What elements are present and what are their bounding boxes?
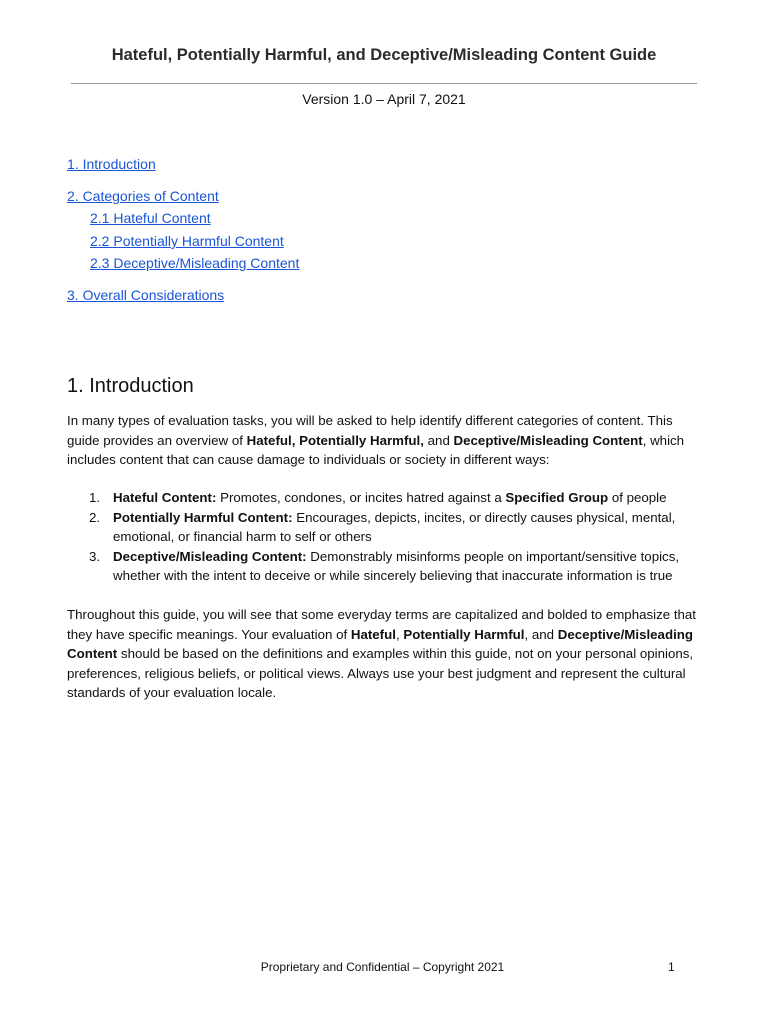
list-item-number: 1.	[89, 490, 101, 505]
title-divider	[71, 83, 697, 84]
guidance-bold-hateful: Hateful	[350, 626, 396, 642]
toc-link-introduction[interactable]: 1. Introduction	[67, 156, 156, 172]
guidance-text-1: Throughout this guide, you will see that some everyday terms are capitalized and bolded to emphasize that they have specific meanings. Your evaluation of	[67, 607, 697, 642]
category-definition: Demonstrably misinforms people on important/sensitive topics, whether with the intent to deceive or while sincerely believing that inaccurate information is true	[113, 548, 680, 584]
intro-bold-hateful-harmful: Hateful, Potentially Harmful,	[246, 432, 424, 448]
document-title: Hateful, Potentially Harmful, and Deceptive/Misleading Content Guide	[111, 46, 657, 64]
content-category-list	[67, 488, 707, 586]
toc-link-categories-of-content[interactable]: 2. Categories of Content	[67, 188, 219, 204]
section-heading-introduction: 1. Introduction	[67, 375, 194, 397]
guidance-paragraph	[67, 605, 703, 703]
page-number: 1	[668, 960, 675, 974]
intro-text-2: and	[423, 432, 454, 448]
category-definition-end: of people	[608, 490, 667, 505]
intro-bold-deceptive: Deceptive/Misleading Content	[453, 432, 643, 448]
category-term: Deceptive/Misleading Content:	[113, 548, 307, 564]
list-item-number: 3.	[89, 548, 101, 564]
category-term: Potentially Harmful Content:	[113, 509, 293, 525]
list-item-number: 2.	[89, 509, 101, 525]
footer-copyright: Proprietary and Confidential – Copyright 2021	[260, 960, 505, 974]
list-item	[67, 508, 707, 547]
guidance-text-4: should be based on the definitions and examples within this guide, not on your personal opinions, preferences, religious beliefs, or political views. Always use your best judgment and represent the cultural standards of your evaluation locale.	[67, 646, 694, 701]
intro-text-1: In many types of evaluation tasks, you will be asked to help identify different categories of content. This guide provides an overview of	[67, 413, 673, 448]
guidance-bold-deceptive: Deceptive/Misleading Content	[67, 626, 694, 662]
category-term: Hateful Content:	[113, 490, 217, 505]
version-line: Version 1.0 – April 7, 2021	[302, 91, 466, 107]
toc-link-overall-considerations[interactable]: 3. Overall Considerations	[67, 287, 225, 303]
intro-text-3: , which includes content that can cause damage to individuals or society in different ways:	[67, 432, 685, 468]
list-item	[67, 547, 707, 586]
list-item	[67, 488, 707, 508]
toc-link-deceptive-misleading-content[interactable]: 2.3 Deceptive/Misleading Content	[90, 255, 300, 271]
guidance-bold-harmful: Potentially Harmful	[403, 626, 525, 642]
toc-link-potentially-harmful-content[interactable]: 2.2 Potentially Harmful Content	[90, 233, 284, 249]
category-definition: Encourages, depicts, incites, or directly causes physical, mental, emotional, or financial harm to self or others	[113, 509, 676, 545]
category-term-specified-group: Specified Group	[505, 490, 609, 505]
category-definition: Promotes, condones, or incites hatred against a	[216, 490, 506, 505]
toc-link-hateful-content[interactable]: 2.1 Hateful Content	[90, 210, 211, 226]
intro-paragraph	[67, 411, 703, 470]
guidance-text-2: ,	[395, 626, 404, 642]
guidance-text-3: , and	[524, 626, 558, 642]
